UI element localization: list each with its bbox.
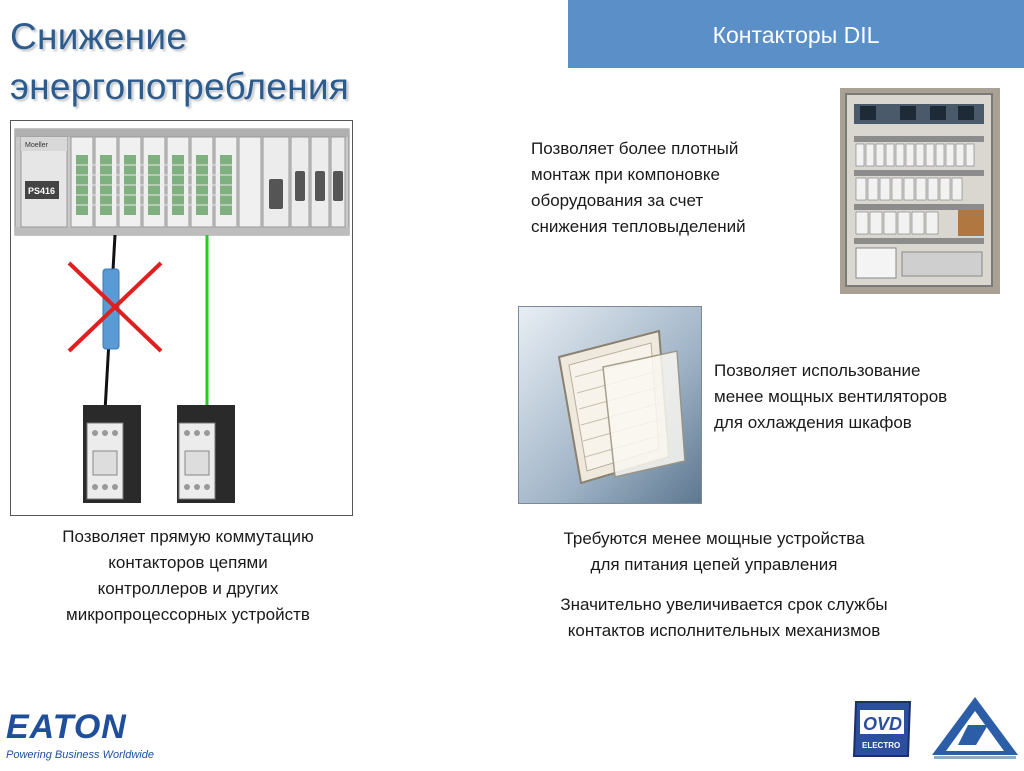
direct-switching-line: контроллеров и других	[97, 579, 279, 598]
slide-title	[10, 12, 430, 112]
partner-triangle-logo	[930, 695, 1020, 761]
eaton-logo-text: EATON	[6, 708, 127, 746]
dense-mounting-line: монтаж при компоновке	[531, 165, 720, 184]
service-life-line: Значительно увеличивается срок службы	[560, 595, 888, 614]
dense-mounting-line: Позволяет более плотный	[531, 139, 739, 158]
power-supplies-line: для питания цепей управления	[590, 555, 838, 574]
slide-title-line2: энергопотребления	[10, 66, 350, 107]
direct-switching-line: Позволяет прямую коммутацию	[62, 527, 314, 546]
service-life-text	[508, 592, 940, 644]
direct-switching-line: микропроцессорных устройств	[66, 605, 310, 624]
dense-mounting-line: оборудования за счет	[531, 191, 704, 210]
fans-line: менее мощных вентиляторов	[714, 387, 948, 406]
plc-model-label: PS416	[28, 186, 56, 196]
fans-line: для охлаждения шкафов	[714, 413, 912, 432]
direct-switching-line: контакторов цепями	[108, 553, 268, 572]
eaton-tagline: Powering Business Worldwide	[6, 749, 154, 761]
header-banner	[568, 0, 1024, 68]
ovd-electro-logo	[850, 698, 914, 760]
fans-text	[714, 358, 947, 436]
dense-mounting-text	[531, 136, 746, 240]
eaton-logo	[0, 706, 200, 766]
triangle-logo-graphic	[930, 695, 1020, 761]
cabinet-illustration	[840, 88, 1000, 294]
plc-brand: Moeller	[25, 142, 48, 149]
ovd-logo-sub: ELECTRO	[862, 741, 901, 750]
fans-line: Позволяет использование	[714, 361, 921, 380]
plc-rack	[15, 129, 349, 235]
ovd-logo-text: OVD	[863, 714, 903, 734]
slide-title-line1: Снижение	[10, 16, 188, 57]
header-title: Контакторы DIL	[712, 22, 880, 48]
eaton-logo-graphic	[0, 706, 200, 766]
power-supplies-text	[520, 526, 908, 578]
contactor-2	[177, 405, 235, 503]
plc-contactor-diagram	[10, 120, 353, 516]
dense-mounting-line: снижения тепловыделений	[531, 217, 746, 236]
fan-filter-photo	[518, 306, 702, 504]
cabinet-photo	[840, 88, 1000, 294]
power-supplies-line: Требуются менее мощные устройства	[563, 529, 865, 548]
contactor-1	[83, 405, 141, 503]
direct-switching-text	[18, 524, 358, 628]
diagram-illustration	[11, 121, 352, 515]
fan-filter-illustration	[519, 307, 701, 503]
service-life-line: контактов исполнительных механизмов	[567, 621, 881, 640]
ovd-logo-graphic	[850, 698, 914, 760]
